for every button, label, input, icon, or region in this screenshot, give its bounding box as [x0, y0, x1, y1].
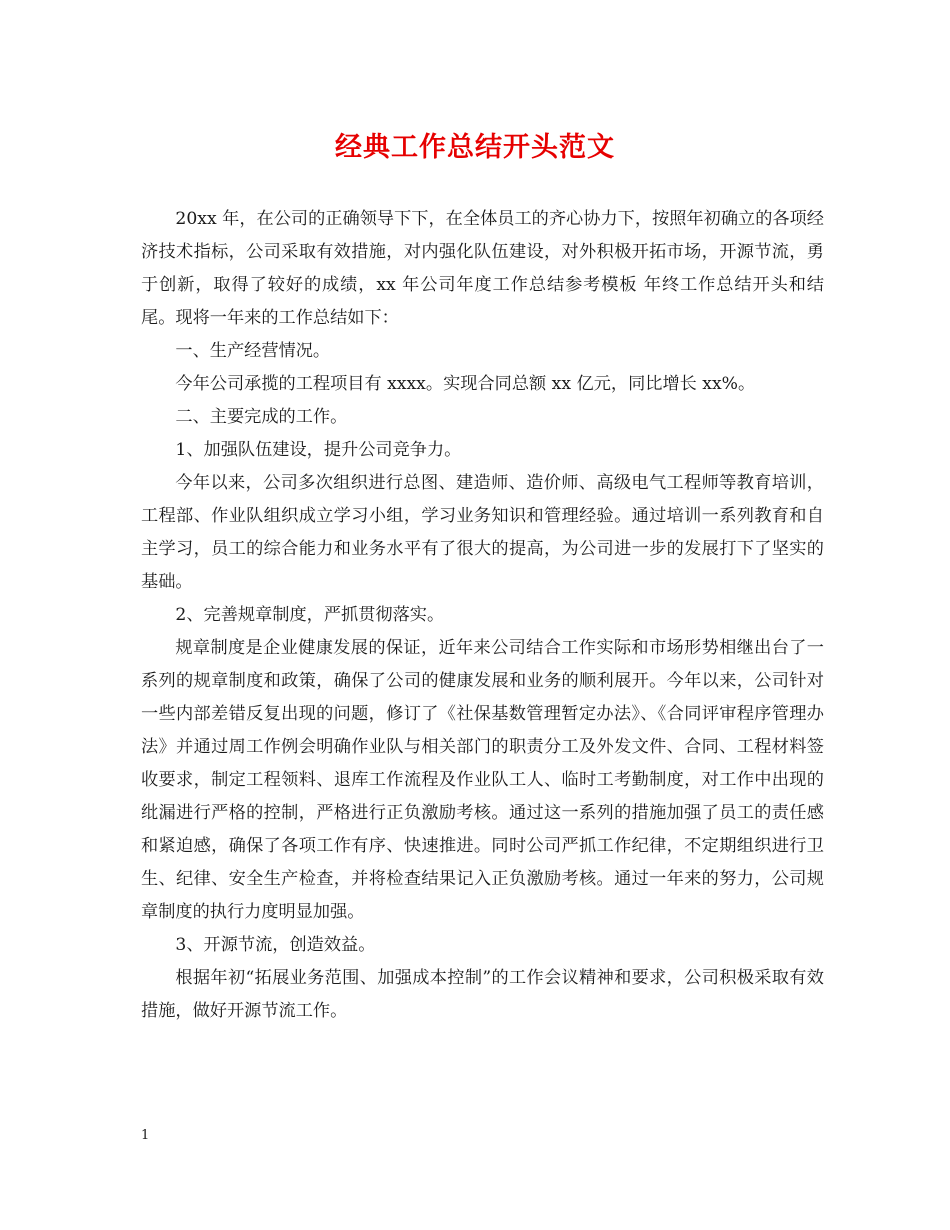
document-title: 经典工作总结开头范文 — [335, 132, 615, 163]
section-heading-2: 二、主要完成的工作。 — [175, 407, 348, 427]
subheading-2: 2、完善规章制度，严抓贯彻落实。 — [175, 605, 445, 625]
subheading-1: 1、加强队伍建设，提升公司竞争力。 — [175, 440, 462, 460]
page-number: 1 — [141, 1128, 150, 1143]
document-body — [141, 203, 824, 1028]
paragraph-intro: 20xx 年，在公司的正确领导下下，在全体员工的齐心协力下，按照年初确立的各项经济技术指标，公司采取有效措施，对内强化队伍建设，对外积极开拓市场，开源节流，勇于创新，取得了较好的成绩，xx 年公司年度工作总结参考模板 年终工作总结开头和结尾。现将一年来的工作总结如下： — [141, 209, 824, 328]
paragraph-cost-control: 根据年初“拓展业务范围、加强成本控制”的工作会议精神和要求，公司积极采取有效措施，做好开源节流工作。 — [141, 968, 824, 1021]
subheading-3: 3、开源节流，创造效益。 — [175, 935, 376, 955]
section-heading-1: 一、生产经营情况。 — [175, 341, 331, 361]
paragraph-regulations: 规章制度是企业健康发展的保证，近年来公司结合工作实际和市场形势相继出台了一系列的规章制度和政策，确保了公司的健康发展和业务的顺利展开。今年以来，公司针对一些内部差错反复出现的问题，修订了《社保基数管理暂定办法》、《合同评审程序管理办法》并通过周工作例会明确作业队与相关部门的职责分工及外发文件、合同、工程材料签收要求，制定工程领料、退库工作流程及作业队工人、临时工考勤制度，对工作中出现的纰漏进行严格的控制，严格进行正负激励考核。通过这一系列的措施加强了员工的责任感和紧迫感，确保了各项工作有序、快速推进。同时公司严抓工作纪律，不定期组织进行卫生、纪律、安全生产检查，并将检查结果记入正负激励考核。通过一年来的努力，公司规章制度的执行力度明显加强。 — [141, 638, 824, 922]
paragraph-production: 今年公司承揽的工程项目有 xxxx。实现合同总额 xx 亿元，同比增长 xx%。 — [175, 374, 756, 394]
paragraph-training: 今年以来，公司多次组织进行总图、建造师、造价师、高级电气工程师等教育培训，工程部、作业队组织成立学习小组，学习业务知识和管理经验。通过培训一系列教育和自主学习，员工的综合能力和业务水平有了很大的提高，为公司进一步的发展打下了坚实的基础。 — [141, 473, 824, 592]
